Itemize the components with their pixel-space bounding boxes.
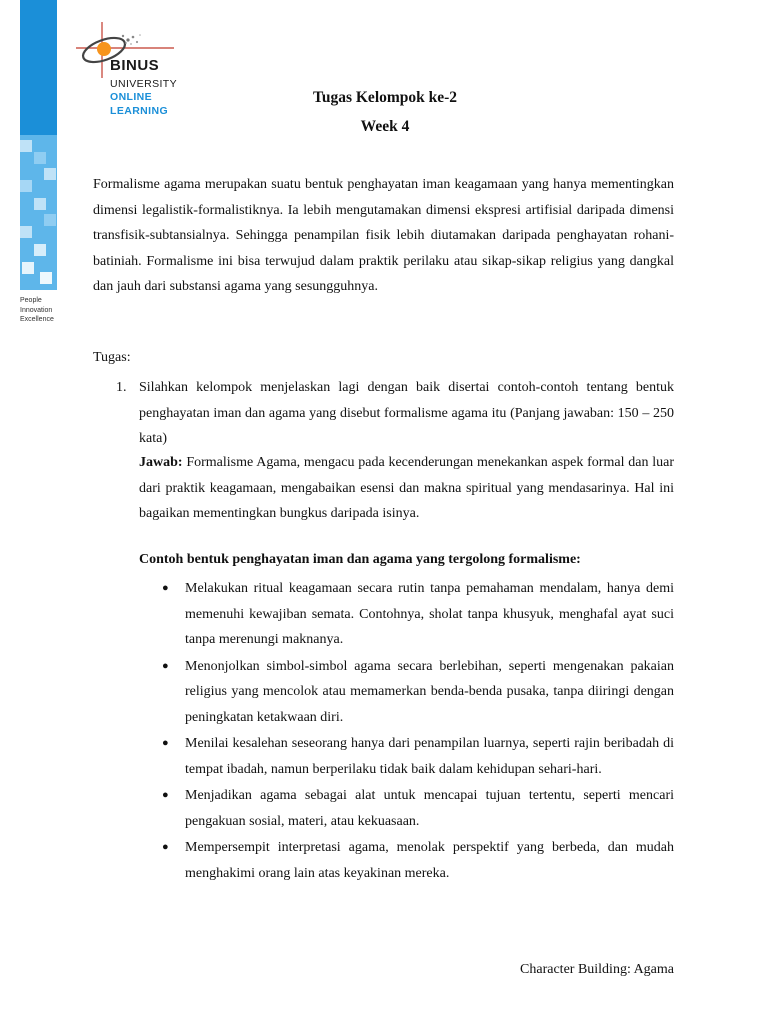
list-item [160, 835, 674, 886]
answer-label: Jawab: [139, 455, 183, 470]
examples-list [160, 576, 674, 887]
list-item [160, 783, 674, 834]
answer-text: Formalisme Agama, mengacu pada kecenderungan menekankan aspek formal dan luar dari praktik keagamaan, mengabaikan esensi dan makna spiritual yang mendasarinya. Hal ini bagaikan mementingkan bungkus daripada isinya. [139, 455, 674, 521]
question-text: Silahkan kelompok menjelaskan lagi dengan baik disertai contoh-contoh tentang bentuk penghayatan iman dan agama yang disebut formalisme agama itu (Panjang jawaban: 150 – 250 kata) [139, 380, 674, 446]
logo-learning: LEARNING [110, 105, 169, 117]
logo-wordmark: BINUS [110, 57, 160, 74]
logo-online: ONLINE [110, 91, 153, 103]
strip-pixel [20, 140, 32, 152]
examples-heading: Contoh bentuk penghayatan iman dan agama yang tergolong formalisme: [139, 552, 581, 567]
page-footer: Character Building: Agama [520, 962, 674, 977]
list-item [160, 731, 674, 782]
list-item [160, 576, 674, 653]
tagline-line: People [20, 297, 42, 304]
side-decoration-strip [0, 0, 57, 290]
strip-pixel [20, 226, 32, 238]
strip-margin [0, 0, 20, 290]
tagline-line: Excellence [20, 316, 54, 323]
list-item-text: Menonjolkan simbol-simbol agama secara berlebihan, seperti mengenakan pakaian religius yang mencolok atau memamerkan benda-benda pusaka, tanpa diiringi dengan peningkatan ketakwaan diri. [185, 658, 674, 725]
question-number: 1. [116, 380, 127, 395]
strip-pixel [34, 152, 46, 164]
strip-pixel [44, 214, 56, 226]
answer-paragraph [139, 450, 674, 527]
strip-pixel [34, 244, 46, 256]
list-item-text: Melakukan ritual keagamaan secara rutin tanpa pemahaman mendalam, hanya demi memenuhi kewajiban semata. Contohnya, sholat tanpa khusyuk, menghafal ayat suci tanpa merenungi maknanya. [185, 581, 674, 647]
strip-pixel [44, 168, 56, 180]
document-subtitle: Week 4 [360, 118, 410, 135]
bullet-icon: ● [162, 582, 169, 594]
strip-pixel [20, 180, 32, 192]
strip-pixel [40, 272, 52, 284]
list-item-text: Menjadikan agama sebagai alat untuk mencapai tujuan tertentu, seperti mencari pengakuan sosial, materi, atau kekuasaan. [185, 788, 674, 829]
strip-pixel [34, 198, 46, 210]
list-item-text: Mempersempit interpretasi agama, menolak perspektif yang berbeda, dan mudah menghakimi orang lain atas keyakinan mereka. [185, 840, 674, 881]
brand-tagline [20, 296, 54, 325]
bullet-icon: ● [162, 659, 169, 672]
list-item-text: Menilai kesalehan seseorang hanya dari penampilan luarnya, seperti rajin beribadah di tempat ibadah, namun berperilaku tidak baik dalam kehidupan sehari-hari. [185, 736, 674, 777]
bullet-icon: ● [162, 841, 169, 853]
bullet-icon: ● [162, 737, 169, 749]
document-title: Tugas Kelompok ke-2 [312, 89, 458, 106]
tagline-line: Innovation [20, 306, 53, 314]
logo-university: UNIVERSITY [110, 78, 178, 90]
bullet-icon: ● [162, 789, 169, 801]
strip-pixel [22, 262, 34, 274]
intro-paragraph: Formalisme agama merupakan suatu bentuk penghayatan iman keagamaan yang hanya mementingkan dimensi legalistik-formalistiknya. Ia lebih mengutamakan dimensi ekspresi artifisial daripada dimensi transfisik-subtansialnya. Sehingga penampilan fisik lebih diutamakan daripada penghayatan rohani-batiniah. Formalisme ini bisa terwujud dalam praktik perilaku atau sikap-sikap religius yang dangkal dan jauh dari substansi agama yang sesungguhnya. [93, 177, 674, 294]
list-item [160, 654, 674, 731]
tugas-label: Tugas: [93, 350, 131, 365]
